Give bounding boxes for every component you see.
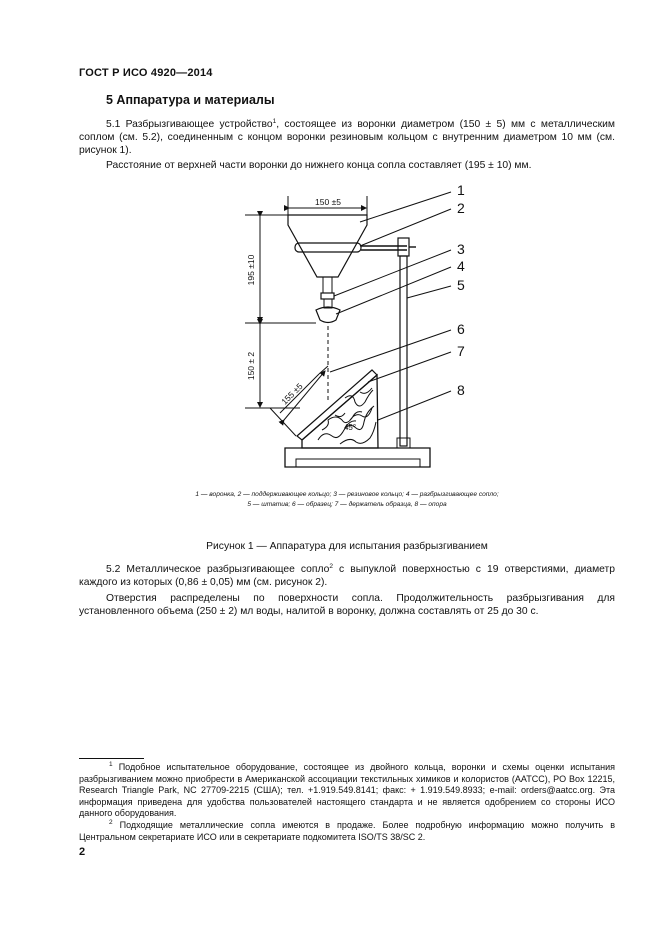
paragraph-5-2 (79, 563, 615, 589)
callout-5: 5 (457, 277, 465, 293)
callout-1: 1 (457, 182, 465, 198)
paragraph-5-2-holes (79, 592, 615, 618)
figure-legend-line-1: 1 — воронка, 2 — поддерживающее кольцо; 3 — резиновое кольцо; 4 — разбрызгивающее сопло; (195, 491, 499, 498)
figure-legend-line-2: 5 — штатив; 6 — образец; 7 — держатель образца, 8 — опора (247, 501, 447, 508)
p51-text-a: 5.1 Разбрызгивающее устройство (106, 119, 273, 130)
angle-label: 45° (343, 423, 357, 432)
leader-5 (407, 286, 451, 298)
footnote-1-text: Подобное испытательное оборудование, состоящее из двойного кольца, воронки и схемы оценки испытания разбрызгиванием можно приобрести в Американской ассоциации текстильных химиков и колористов (AATCC), PO Box 12215, Research Triangle Park, NC 27709-2215 (США); тел. +1.919.549.8141; факс: + 1.919.549.8933; e-mail: orders@aatcc.org. Эта информация приведена для удобства пользователей настоящего стандарта и не является одобрением со стороны ИСО данного оборудования. (79, 762, 615, 818)
footnote-2 (79, 820, 615, 843)
callout-4: 4 (457, 258, 465, 274)
support-ring (295, 243, 361, 252)
figure-title: Рисунок 1 — Аппаратура для испытания разбрызгиванием (206, 541, 488, 552)
dim-height-label: 195 ±10 (246, 254, 256, 286)
p52-text-a: 5.2 Металлическое разбрызгивающее сопло (106, 564, 330, 575)
p51-text-b: , состоящее из воронки диаметром (150 ± 5) мм с металлическим соплом (см. 5.2), соединенным с концом воронки резиновым кольцом с внутренним диаметром 10 мм (см. рисунок 1). (79, 119, 615, 156)
stand-clamp (398, 238, 409, 256)
p52-text-b: с выпуклой поверхностью с 19 отверстиями, диаметр каждого из которых (0,86 ± 0,05) мм (см. рисунок 2). (79, 564, 615, 588)
leader-8 (378, 391, 451, 420)
footnote-rule (79, 758, 144, 759)
funnel (288, 215, 367, 277)
specimen (297, 370, 377, 440)
footnote-1 (79, 762, 615, 820)
footnote-2-mark: 2 (109, 819, 113, 826)
callout-7: 7 (457, 343, 465, 359)
dim-drop-label: 150 ± 2 (246, 351, 256, 381)
specimen-holder (302, 375, 378, 448)
dim-slant-label: 155 ±5 (279, 381, 305, 407)
leader-2 (360, 209, 451, 246)
callout-8: 8 (457, 382, 465, 398)
footnote-ref-1: 1 (272, 118, 277, 125)
funnel-stem (323, 277, 332, 293)
rubber-ring (321, 293, 334, 299)
footnote-1-mark: 1 (109, 761, 113, 768)
section-title: 5 Аппаратура и материалы (106, 93, 275, 107)
footnote-ref-2: 2 (329, 563, 333, 570)
page-number: 2 (79, 846, 86, 858)
callout-2: 2 (457, 200, 465, 216)
stand-rod (400, 256, 407, 446)
base-support (285, 448, 430, 467)
dim-width-label: 150 ±5 (315, 197, 341, 207)
leader-3 (334, 250, 451, 296)
footnote-2-text: Подходящие металлические сопла имеются в продаже. Более подробную информацию можно получить в Центральном секретариате ИСО или в секретариате подкомитета ISO/TS 38/SC 2. (79, 820, 615, 842)
dim-slant-ext-b (270, 408, 296, 436)
leader-1 (360, 192, 451, 222)
callout-3: 3 (457, 241, 465, 257)
p52b-text: Отверстия распределены по поверхности сопла. Продолжительность разбрызгивания для установленного объема (250 ± 2) мл воды, налитой в воронку, должна составлять от 25 до 30 с. (79, 593, 615, 617)
leader-6 (330, 330, 451, 372)
document-header: ГОСТ Р ИСО 4920—2014 (79, 67, 213, 79)
holder-hatching (318, 388, 376, 444)
leader-7 (368, 352, 451, 382)
callout-6: 6 (457, 321, 465, 337)
spray-nozzle (316, 307, 340, 323)
p51b-text: Расстояние от верхней части воронки до нижнего конца сопла составляет (195 ± 10) мм. (106, 160, 532, 171)
